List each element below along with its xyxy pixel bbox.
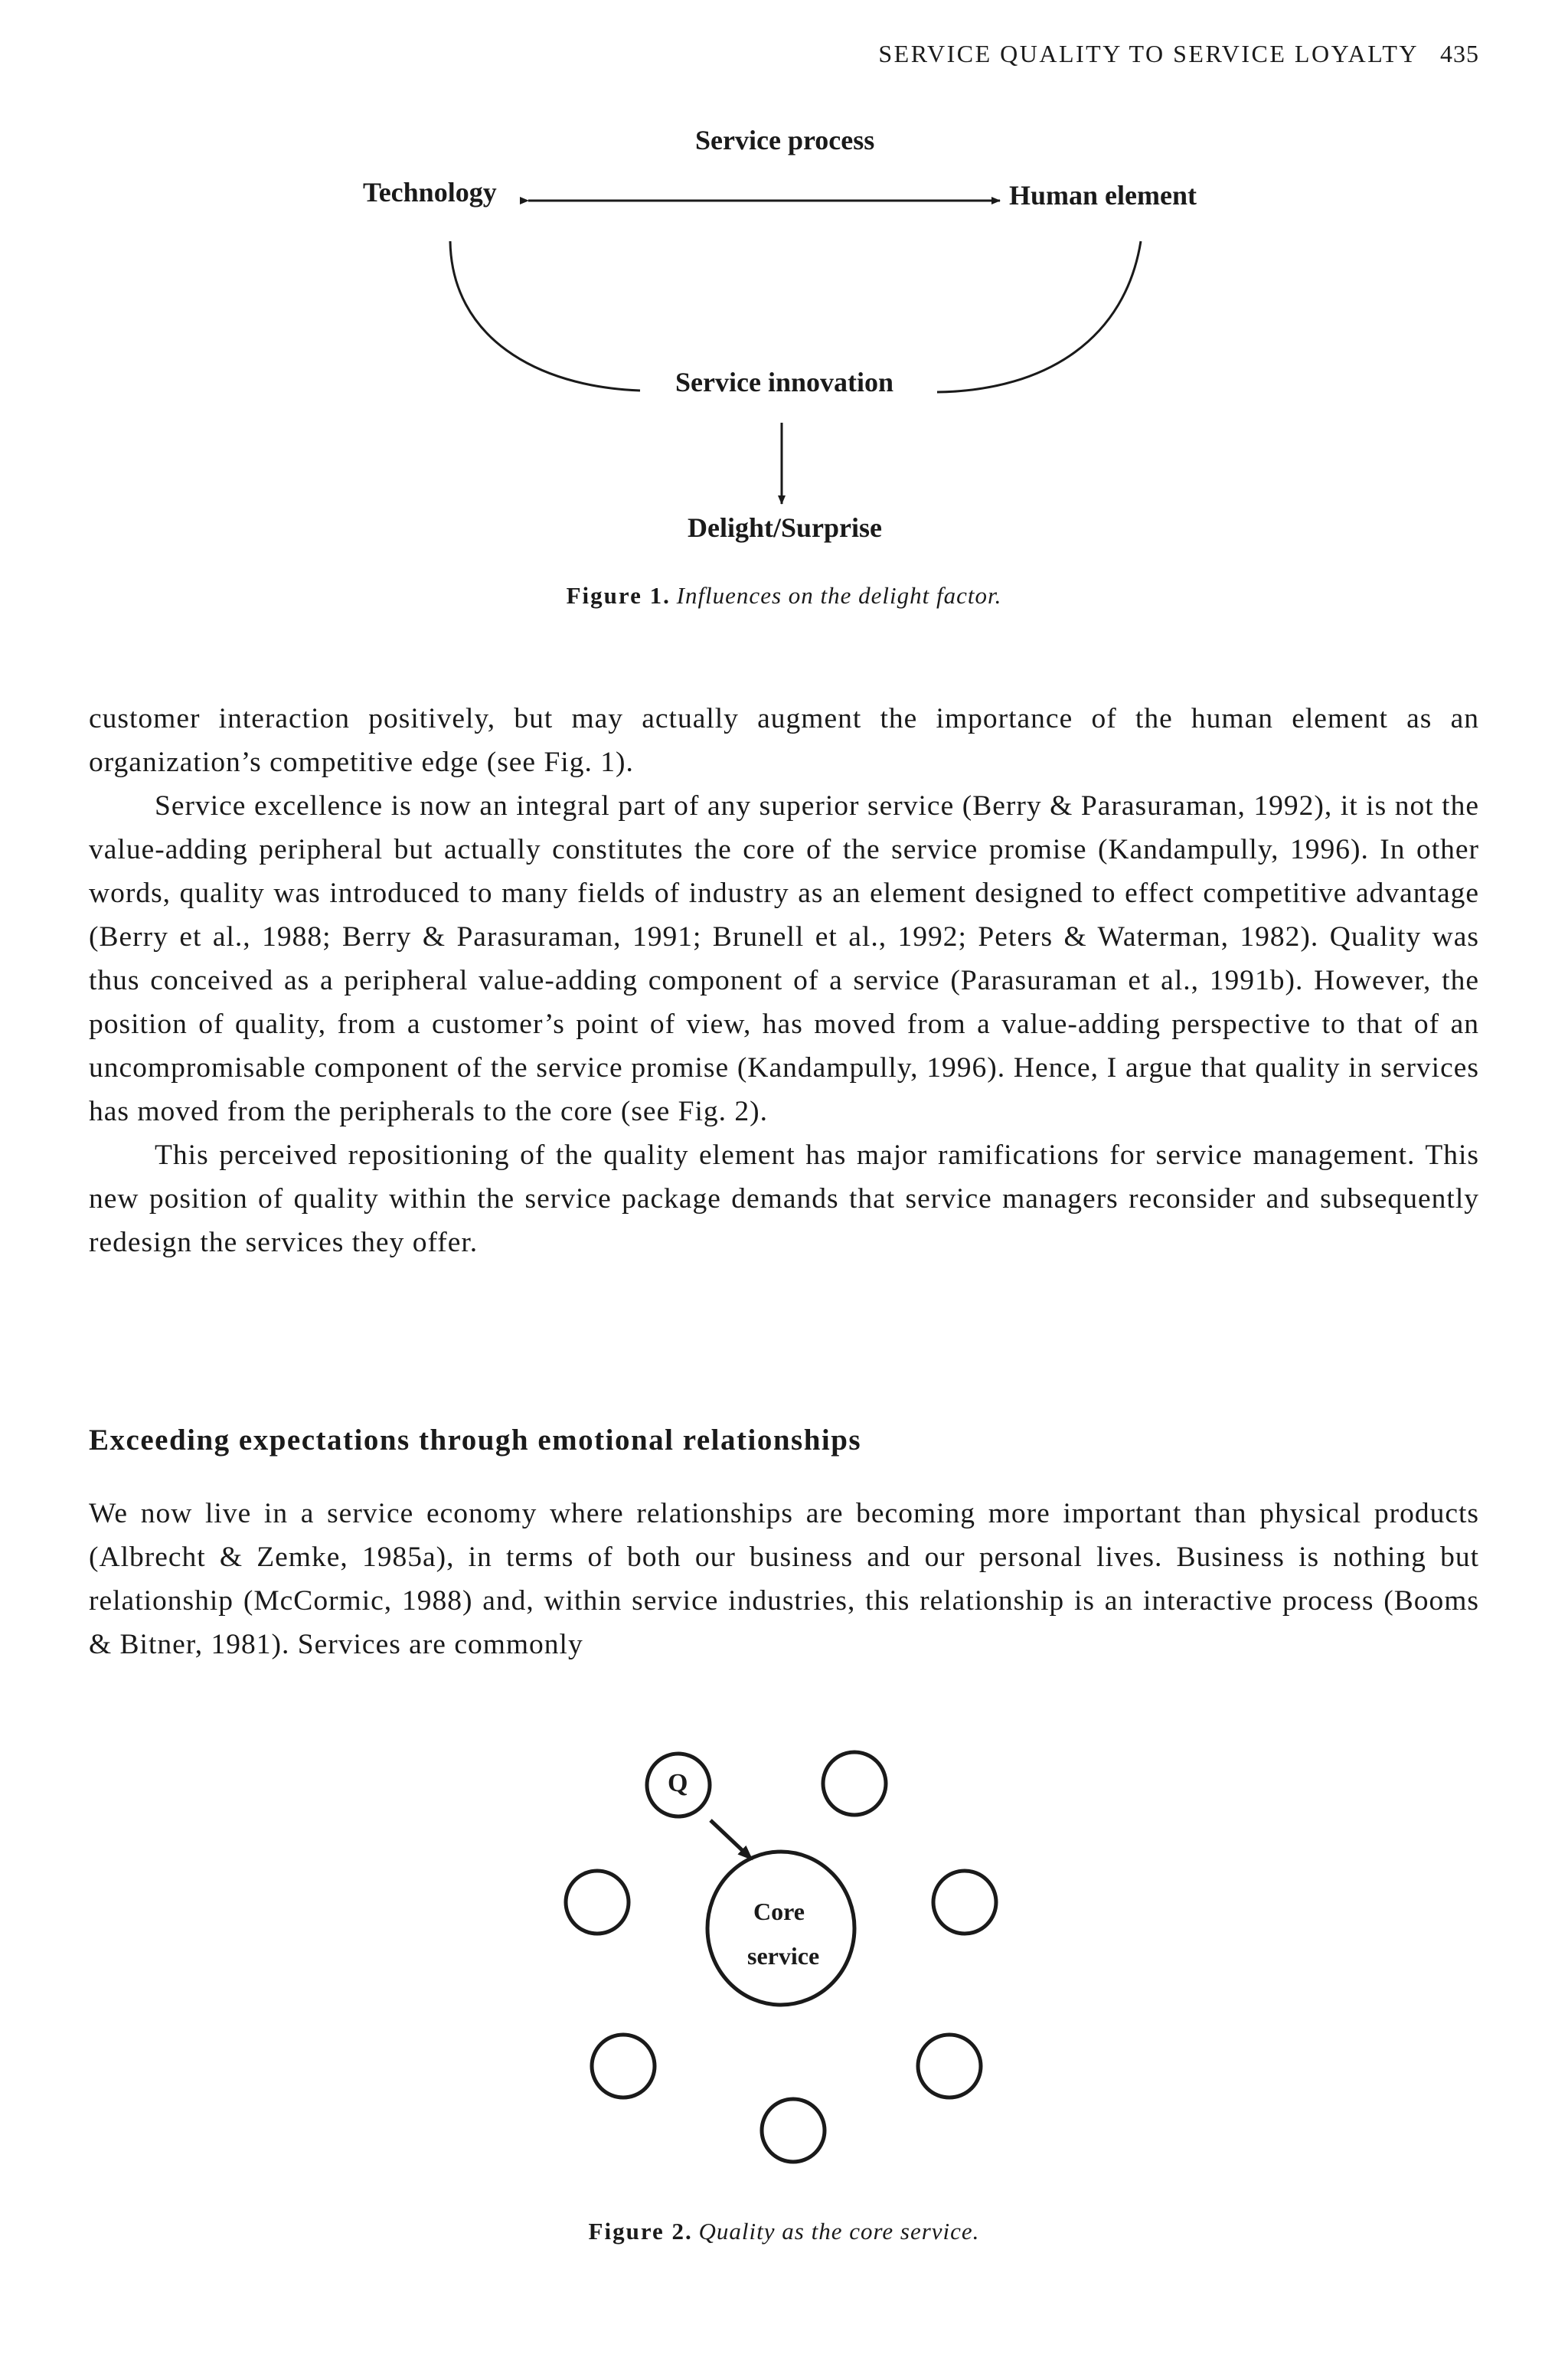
figure-2-diagram: [0, 1723, 1568, 2274]
paragraph-4: We now live in a service economy where relationships are becoming more important than physical products (Albrecht & Zemke, 1985a), in terms of both our business and our personal lives. Business is nothing but relationship (McCormic, 1988) and, within service industries, this relationship is an interactive process (Booms & Bitner, 1981). Services are commonly: [89, 1498, 1479, 1660]
paragraph-1: customer interaction positively, but may actually augment the importance of the human element as an organization’s competitive edge (see Fig. 1).: [89, 703, 1479, 778]
running-head: [878, 40, 1479, 68]
body-text: [89, 697, 1479, 1264]
peripheral-circle: [918, 2035, 981, 2098]
label-q: Q: [668, 1769, 688, 1797]
figure-1-caption: [0, 582, 1568, 610]
label-service-process: Service process: [695, 125, 875, 155]
peripheral-circle: [823, 1752, 886, 1815]
figure-1: [0, 107, 1568, 628]
figure-1-number: Figure 1.: [566, 582, 671, 609]
label-delight-surprise: Delight/Surprise: [688, 512, 883, 543]
peripheral-circle: [592, 2035, 655, 2098]
left-curve: [450, 241, 640, 391]
label-core: Core: [753, 1898, 805, 1925]
figure-2-caption: [0, 2218, 1568, 2245]
figure-1-title: Influences on the delight factor.: [676, 582, 1002, 609]
peripheral-circle: [933, 1871, 996, 1934]
figure-2: [0, 1723, 1568, 2274]
peripheral-circle: [566, 1871, 629, 1934]
page-number: 435: [1440, 40, 1479, 67]
paragraph-2: Service excellence is now an integral part of any superior service (Berry & Parasuraman, 1992), it is not the value-adding peripheral but actually constitutes the core of the service promise (Kandampully, 1996). In other words, quality was introduced to many fields of industry as an element designed to effect competitive advantage (Berry et al., 1988; Berry & Parasuraman, 1991; Brunell et al., 1992; Peters & Waterman, 1982). Quality was thus conceived as a peripheral value-adding component of a service (Parasuraman et al., 1991b). However, the position of quality, from a customer’s point of view, has moved from a value-adding perspective to that of an uncompromisable component of the service promise (Kandampully, 1996). Hence, I argue that quality in services has moved from the peripherals to the core (see Fig. 2).: [89, 790, 1479, 1127]
label-technology: Technology: [363, 177, 497, 208]
running-title: SERVICE QUALITY TO SERVICE LOYALTY: [878, 40, 1419, 67]
label-service-innovation: Service innovation: [675, 367, 893, 397]
figure-2-number: Figure 2.: [588, 2218, 693, 2245]
label-service: service: [747, 1942, 820, 1970]
section-heading: Exceeding expectations through emotional relationships: [89, 1424, 862, 1457]
core-service-circle: [707, 1852, 854, 2005]
label-human-element: Human element: [1009, 180, 1197, 211]
peripheral-circle: [762, 2099, 825, 2162]
quality-arrow: [710, 1820, 752, 1859]
right-curve: [937, 241, 1141, 392]
body-text-2: [89, 1492, 1479, 1666]
paragraph-3: This perceived repositioning of the quality element has major ramifications for service management. This new position of quality within the service package demands that service managers reconsider and subsequently redesign the services they offer.: [89, 1139, 1479, 1258]
figure-2-title: Quality as the core service.: [698, 2218, 980, 2245]
